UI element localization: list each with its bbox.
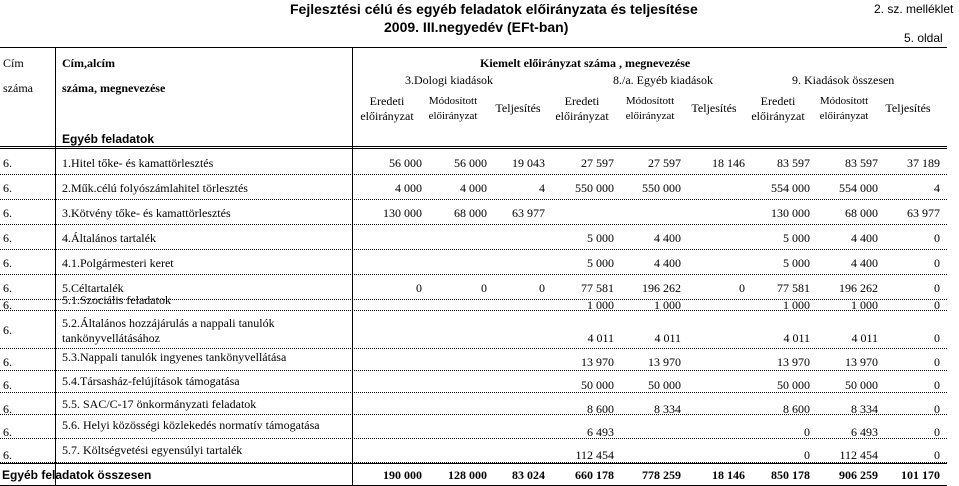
row-value: 4 400 (851, 231, 878, 245)
table-row (0, 311, 947, 349)
row-cim: 6. (3, 355, 12, 369)
total-value: 778 259 (642, 468, 681, 482)
row-value: 554 000 (839, 181, 878, 195)
page-subtitle: 2009. III.negyedév (EFt-ban) (384, 19, 569, 35)
row-name: 5.2.Általános hozzájárulás a nappali tanulók (62, 316, 275, 330)
subheader-eredeti-line1: Eredeti (369, 94, 405, 108)
subheader-modositott-line2: előirányzat (428, 110, 478, 122)
row-value: 0 (934, 231, 940, 245)
row-value: 550 000 (575, 181, 614, 195)
rule-header-bottom (0, 146, 947, 147)
row-cim: 6. (3, 448, 12, 462)
total-value: 83 024 (512, 468, 545, 482)
row-value: 13 970 (581, 355, 614, 369)
row-name: 5.4.Társasház-felújítások támogatása (62, 374, 240, 388)
row-cim: 6. (3, 181, 12, 195)
row-value: 0 (934, 355, 940, 369)
row-value: 19 043 (512, 156, 545, 170)
row-value: 4 011 (851, 331, 878, 345)
row-value: 4 011 (587, 331, 614, 345)
total-value: 850 178 (771, 468, 810, 482)
row-value: 27 597 (581, 156, 614, 170)
row-value: 18 146 (712, 156, 745, 170)
row-value: 1 000 (654, 298, 681, 312)
row-value: 0 (416, 281, 422, 295)
subheader-modositott-line1: Módosított (819, 95, 869, 107)
row-value: 130 000 (771, 206, 810, 220)
subheader-eredeti-line2: előirányzat (360, 109, 414, 123)
row-value: 5 000 (783, 231, 810, 245)
row-value: 130 000 (383, 206, 422, 220)
row-cim: 6. (3, 378, 12, 392)
subheader-eredeti-line1: Eredeti (760, 94, 796, 108)
table-row (0, 349, 947, 371)
row-value: 0 (934, 256, 940, 270)
row-cim: 6. (3, 281, 12, 295)
row-value: 50 000 (581, 378, 614, 392)
row-value: 68 000 (845, 206, 878, 220)
row-value: 4 (934, 181, 940, 195)
row-value: 77 581 (777, 281, 810, 295)
row-name: 2.Műk.célú folyószámlahitel törlesztés (62, 181, 248, 195)
subheader-teljesites: Teljesítés (691, 101, 737, 115)
row-value: 550 000 (642, 181, 681, 195)
total-value: 18 146 (712, 468, 745, 482)
row-value: 27 597 (648, 156, 681, 170)
row-value: 0 (804, 448, 810, 462)
header-cim-szama: száma (3, 81, 33, 95)
total-value: 190 000 (383, 468, 422, 482)
row-value: 0 (934, 298, 940, 312)
rule-header-top (0, 47, 947, 48)
total-value: 101 170 (901, 468, 940, 482)
row-cim: 6. (3, 231, 12, 245)
rule-section (0, 148, 947, 149)
row-value: 8 600 (783, 402, 810, 416)
header-group-title: Kiemelt előirányzat száma , megnevezése (480, 56, 691, 70)
row-cim: 6. (3, 425, 12, 439)
row-value: 8 334 (654, 402, 681, 416)
row-value: 13 970 (648, 355, 681, 369)
table-row (0, 225, 947, 250)
rule-total (0, 463, 947, 464)
row-value: 50 000 (648, 378, 681, 392)
row-value: 83 597 (845, 156, 878, 170)
row-value: 0 (934, 331, 940, 345)
subheader-modositott-line1: Módosított (428, 95, 478, 107)
subheader-modositott-line1: Módosított (625, 95, 675, 107)
row-name: 5.7. Költségvetési egyensúlyi tartalék (62, 443, 243, 457)
row-value: 56 000 (454, 156, 487, 170)
row-value: 0 (934, 281, 940, 295)
row-name: 5.3.Nappali tanulók ingyenes tankönyvellátása (62, 350, 287, 364)
row-value: 1 000 (587, 298, 614, 312)
row-value: 56 000 (389, 156, 422, 170)
row-name: 1.Hitel tőke- és kamattörlesztés (62, 156, 214, 170)
row-value: 4 400 (851, 256, 878, 270)
row-value: 63 977 (512, 206, 545, 220)
row-cim: 6. (3, 323, 12, 337)
subheader-teljesites: Teljesítés (495, 101, 541, 115)
page-title: Fejlesztési célú és egyéb feladatok előirányzata és teljesítése (290, 1, 698, 17)
subheader-teljesites: Teljesítés (885, 101, 931, 115)
row-value: 4 400 (654, 231, 681, 245)
row-value: 4 000 (460, 181, 487, 195)
row-value: 112 454 (575, 448, 614, 462)
row-name: 3.Kötvény tőke- és kamattörlesztés (62, 206, 231, 220)
subheader-modositott-line2: előirányzat (819, 110, 869, 122)
total-value: 128 000 (448, 468, 487, 482)
row-cim: 6. (3, 156, 12, 170)
table-row (0, 371, 947, 393)
row-value: 0 (481, 281, 487, 295)
row-cim: 6. (3, 298, 12, 312)
row-value: 0 (934, 425, 940, 439)
row-value: 0 (539, 281, 545, 295)
table-row (0, 200, 947, 225)
header-alcim: Cím,alcím (62, 56, 115, 70)
row-value: 6 493 (587, 425, 614, 439)
table-row (0, 175, 947, 200)
row-name: 4.Általános tartalék (62, 231, 156, 245)
row-name-line2: tankönyvellátásához (62, 331, 160, 345)
header-group-dologi: 3.Dologi kiadások (405, 73, 493, 87)
table-row (0, 289, 947, 311)
row-value: 1 000 (851, 298, 878, 312)
total-value: 660 178 (575, 468, 614, 482)
row-value: 0 (739, 281, 745, 295)
total-value: 906 259 (839, 468, 878, 482)
row-value: 6 493 (851, 425, 878, 439)
row-value: 83 597 (777, 156, 810, 170)
row-value: 5 000 (783, 256, 810, 270)
row-value: 5 000 (587, 256, 614, 270)
row-name: 5.Céltartalék (62, 281, 124, 295)
header-group-osszesen: 9. Kiadások összesen (792, 73, 895, 87)
header-alcim-megnevezese: száma, megnevezése (62, 81, 166, 95)
subheader-eredeti-line2: előirányzat (751, 109, 805, 123)
row-value: 68 000 (454, 206, 487, 220)
annex-label: 2. sz. melléklet (874, 2, 954, 16)
row-name: 5.5. SAC/C-17 önkormányzati feladatok (62, 397, 257, 411)
row-cim: 6. (3, 206, 12, 220)
table-row (0, 150, 947, 175)
row-value: 112 454 (839, 448, 878, 462)
row-value: 13 970 (777, 355, 810, 369)
header-cim: Cím (3, 56, 24, 70)
row-value: 13 970 (845, 355, 878, 369)
row-value: 0 (934, 402, 940, 416)
table-row (0, 393, 947, 415)
row-value: 196 262 (839, 281, 878, 295)
total-label: Egyéb feladatok összesen (2, 468, 152, 482)
row-value: 5 000 (587, 231, 614, 245)
row-value: 4 000 (395, 181, 422, 195)
row-value: 63 977 (907, 206, 940, 220)
table-row (0, 250, 947, 275)
row-name: 5.1.Szociális feladatok (62, 293, 171, 307)
row-value: 8 334 (851, 402, 878, 416)
row-value: 1 000 (783, 298, 810, 312)
row-value: 37 189 (907, 156, 940, 170)
row-value: 196 262 (642, 281, 681, 295)
section-title: Egyéb feladatok (62, 132, 155, 146)
row-value: 554 000 (771, 181, 810, 195)
table-row (0, 439, 947, 463)
row-name: 5.6. Helyi közösségi közlekedés normatív támogatása (62, 418, 320, 432)
subheader-modositott-line2: előirányzat (625, 110, 675, 122)
row-value: 0 (934, 378, 940, 392)
row-value: 50 000 (845, 378, 878, 392)
table-row (0, 415, 947, 439)
row-value: 4 400 (654, 256, 681, 270)
page-number: 5. oldal (904, 31, 943, 45)
row-value: 4 011 (654, 331, 681, 345)
row-value: 4 (539, 181, 545, 195)
row-value: 4 011 (783, 331, 810, 345)
subheader-eredeti-line1: Eredeti (564, 94, 600, 108)
header-group-egyeb: 8./a. Egyéb kiadások (613, 73, 713, 87)
row-value: 8 600 (587, 402, 614, 416)
row-value: 0 (934, 448, 940, 462)
row-value: 0 (804, 425, 810, 439)
row-cim: 6. (3, 402, 12, 416)
row-value: 50 000 (777, 378, 810, 392)
row-name: 4.1.Polgármesteri keret (62, 256, 174, 270)
subheader-eredeti-line2: előirányzat (555, 109, 609, 123)
row-cim: 6. (3, 256, 12, 270)
row-value: 77 581 (581, 281, 614, 295)
